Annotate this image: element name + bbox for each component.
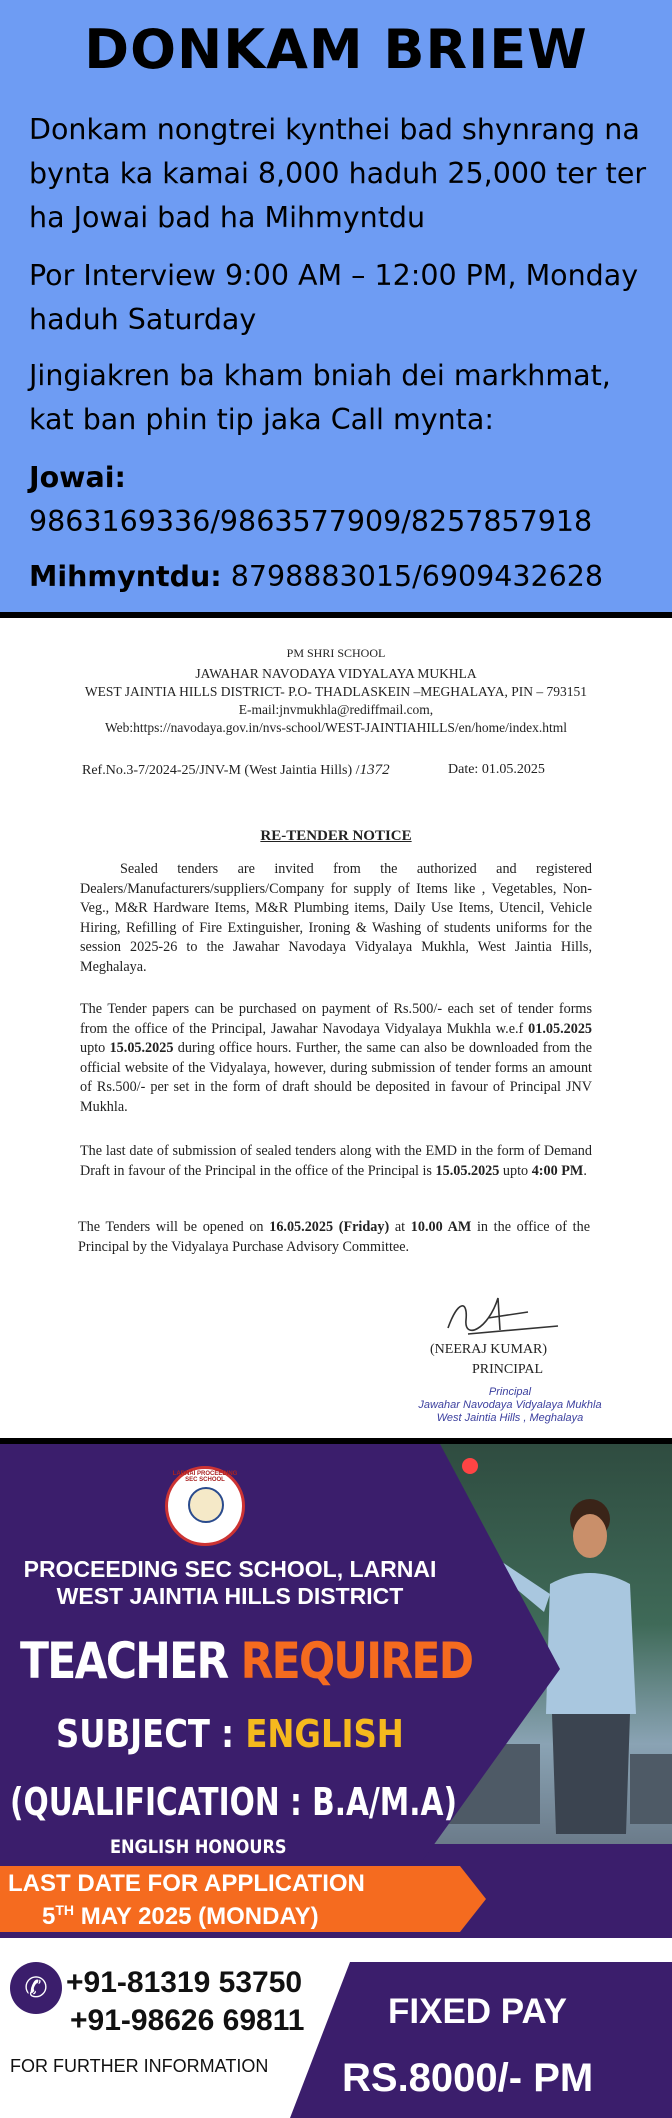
p2-date-end: 15.05.2025 <box>109 1040 174 1056</box>
fixed-pay-label: FIXED PAY <box>388 1992 567 2031</box>
p4-at: at <box>389 1219 411 1235</box>
p4-date: 16.05.2025 (Friday) <box>269 1219 390 1235</box>
reference-handwritten: 1372 <box>359 762 390 778</box>
tender-notice <box>0 618 672 1438</box>
notice-paragraph-3 <box>80 1142 592 1181</box>
ad-paragraph-contact: Jingiakren ba kham bniah dei markhmat, kat ban phin tip jaka Call mynta: <box>29 359 611 436</box>
p3-text: The last date of submission of sealed tenders along with the EMD in the form of Demand Draft in favour of the Principal in the office of the Principal is <box>80 1143 592 1179</box>
logo-text: LARNAI PROCEEDING SEC SCHOOL <box>172 1471 238 1483</box>
stamp-line-2: Jawahar Navodaya Vidyalaya Mukhla <box>418 1399 602 1411</box>
notice-paragraph-4 <box>78 1218 590 1257</box>
school-name <box>0 1556 460 1610</box>
notice-paragraph-1: Sealed tenders are invited from the authorized and registered Dealers/Manufacturers/suppliers/Company for supply of Items like , Vegetables, Non-Veg., M&R Hardware Items, M&R Plumbing items, Daily Use Items, Utencil, Vehicle Hiring, Refilling of Fire Extinguisher, Ironing & Washing of students uniforms for the session 2025-26 to the Jawahar Navodaya Vidyalaya Mukhla, West Jaintia Hills, Meghalaya. <box>80 861 592 975</box>
required-word: REQUIRED <box>240 1632 473 1690</box>
stamp-line-3: West Jaintia Hills , Meghalaya <box>436 1412 584 1424</box>
school-name-line-1: PROCEEDING SEC SCHOOL, LARNAI <box>23 1556 437 1582</box>
p2-text: The Tender papers can be purchased on payment of Rs.500/- each set of tender forms from the office of the Principal, Jawahar Navodaya Vidyalaya Mukhla w.e.f <box>80 1001 592 1037</box>
date-rest: MAY 2025 (MONDAY) <box>74 1903 319 1930</box>
job-ad-blue <box>0 0 672 612</box>
stamp-line-1: Principal <box>488 1386 532 1398</box>
honours-note: ENGLISH HONOURS <box>110 1836 287 1858</box>
last-date-value <box>42 1902 319 1931</box>
school-email: E-mail:jnvmukhla@rediffmail.com, <box>238 702 434 717</box>
logo-emblem <box>188 1487 224 1523</box>
date-day: 5 <box>42 1903 56 1930</box>
principal-stamp <box>400 1386 620 1425</box>
school-name-line-2: WEST JAINTIA HILLS DISTRICT <box>56 1583 404 1609</box>
reference-text: Ref.No.3-7/2024-25/JNV-M (West Jaintia Hills) / <box>82 763 360 778</box>
school-address: WEST JAINTIA HILLS DISTRICT- P.O- THADLASKEIN –MEGHALAYA, PIN – 793151 <box>84 684 588 699</box>
principal-signature <box>428 1290 578 1340</box>
mihmyntdu-phone-numbers: 8798883015/6909432628 <box>230 560 604 593</box>
teacher-required-ad <box>0 1444 672 2118</box>
subject-line <box>56 1712 404 1756</box>
ad-paragraph-salary: Donkam nongtrei kynthei bad shynrang na bynta ka kamai 8,000 haduh 25,000 ter ter ha Jowai bad ha Mihmyntdu <box>29 113 647 234</box>
pay-amount: RS.8000/- PM <box>342 2056 594 2100</box>
school-name-line: PM SHRI SCHOOL <box>286 646 386 660</box>
p2-upto: upto <box>80 1040 110 1056</box>
subject-value: ENGLISH <box>245 1712 404 1756</box>
jowai-label: Jowai: <box>29 461 126 494</box>
jowai-phone-numbers: 9863169336/9863577909/8257857918 <box>29 505 593 538</box>
phone-number-2: +91-98626 69811 <box>70 2004 305 2037</box>
p3-end: . <box>583 1162 587 1179</box>
phone-number-1: +91-81319 53750 <box>66 1966 303 1999</box>
p3-date: 15.05.2025 <box>435 1162 500 1179</box>
qualification: (QUALIFICATION : B.A/M.A) <box>10 1780 458 1824</box>
teacher-word: TEACHER <box>20 1632 228 1690</box>
notice-date: Date: 01.05.2025 <box>448 762 545 777</box>
p2-date-start: 01.05.2025 <box>528 1020 592 1037</box>
school-logo <box>165 1466 245 1546</box>
further-information: FOR FURTHER INFORMATION <box>10 2056 269 2076</box>
subject-label: SUBJECT : <box>56 1712 246 1756</box>
p2-text-end: during office hours. Further, the same can also be downloaded from the official website of the Vidyalaya, however, during submission of tender forms an amount of Rs.500/- per set in the form of draft should be deposited in favour of Principal JNV Mukhla. <box>80 1040 592 1115</box>
phone-icon: ✆ <box>10 1962 62 2014</box>
mihmyntdu-label: Mihmyntdu: <box>29 560 222 593</box>
ad-paragraph-interview: Por Interview 9:00 AM – 12:00 PM, Monday haduh Saturday <box>29 259 639 336</box>
ad-title: DONKAM BRIEW <box>84 18 588 81</box>
p3-time: 4:00 PM <box>531 1162 584 1179</box>
p3-upto: upto <box>499 1162 532 1179</box>
signatory-name: (NEERAJ KUMAR) <box>430 1342 548 1357</box>
teacher-required-heading <box>20 1632 472 1690</box>
p4-text-end: in the office of the Principal by the Vidyalaya Purchase Advisory Committee. <box>78 1219 591 1255</box>
p4-time: 10.00 AM <box>410 1219 472 1235</box>
reference-number <box>82 762 390 779</box>
notice-heading: RE-TENDER NOTICE <box>260 828 412 844</box>
p4-text: The Tenders will be opened on <box>78 1219 270 1235</box>
date-suffix: TH <box>55 1902 75 1918</box>
notice-paragraph-2 <box>80 1000 592 1117</box>
last-date-label: LAST DATE FOR APPLICATION <box>8 1870 365 1897</box>
school-full-name: JAWAHAR NAVODAYA VIDYALAYA MUKHLA <box>195 666 477 681</box>
mihmyntdu-contact <box>29 555 649 599</box>
school-website: Web:https://navodaya.gov.in/nvs-school/WEST-JAINTIAHILLS/en/home/index.html <box>104 720 568 735</box>
signatory-title: PRINCIPAL <box>472 1362 544 1377</box>
